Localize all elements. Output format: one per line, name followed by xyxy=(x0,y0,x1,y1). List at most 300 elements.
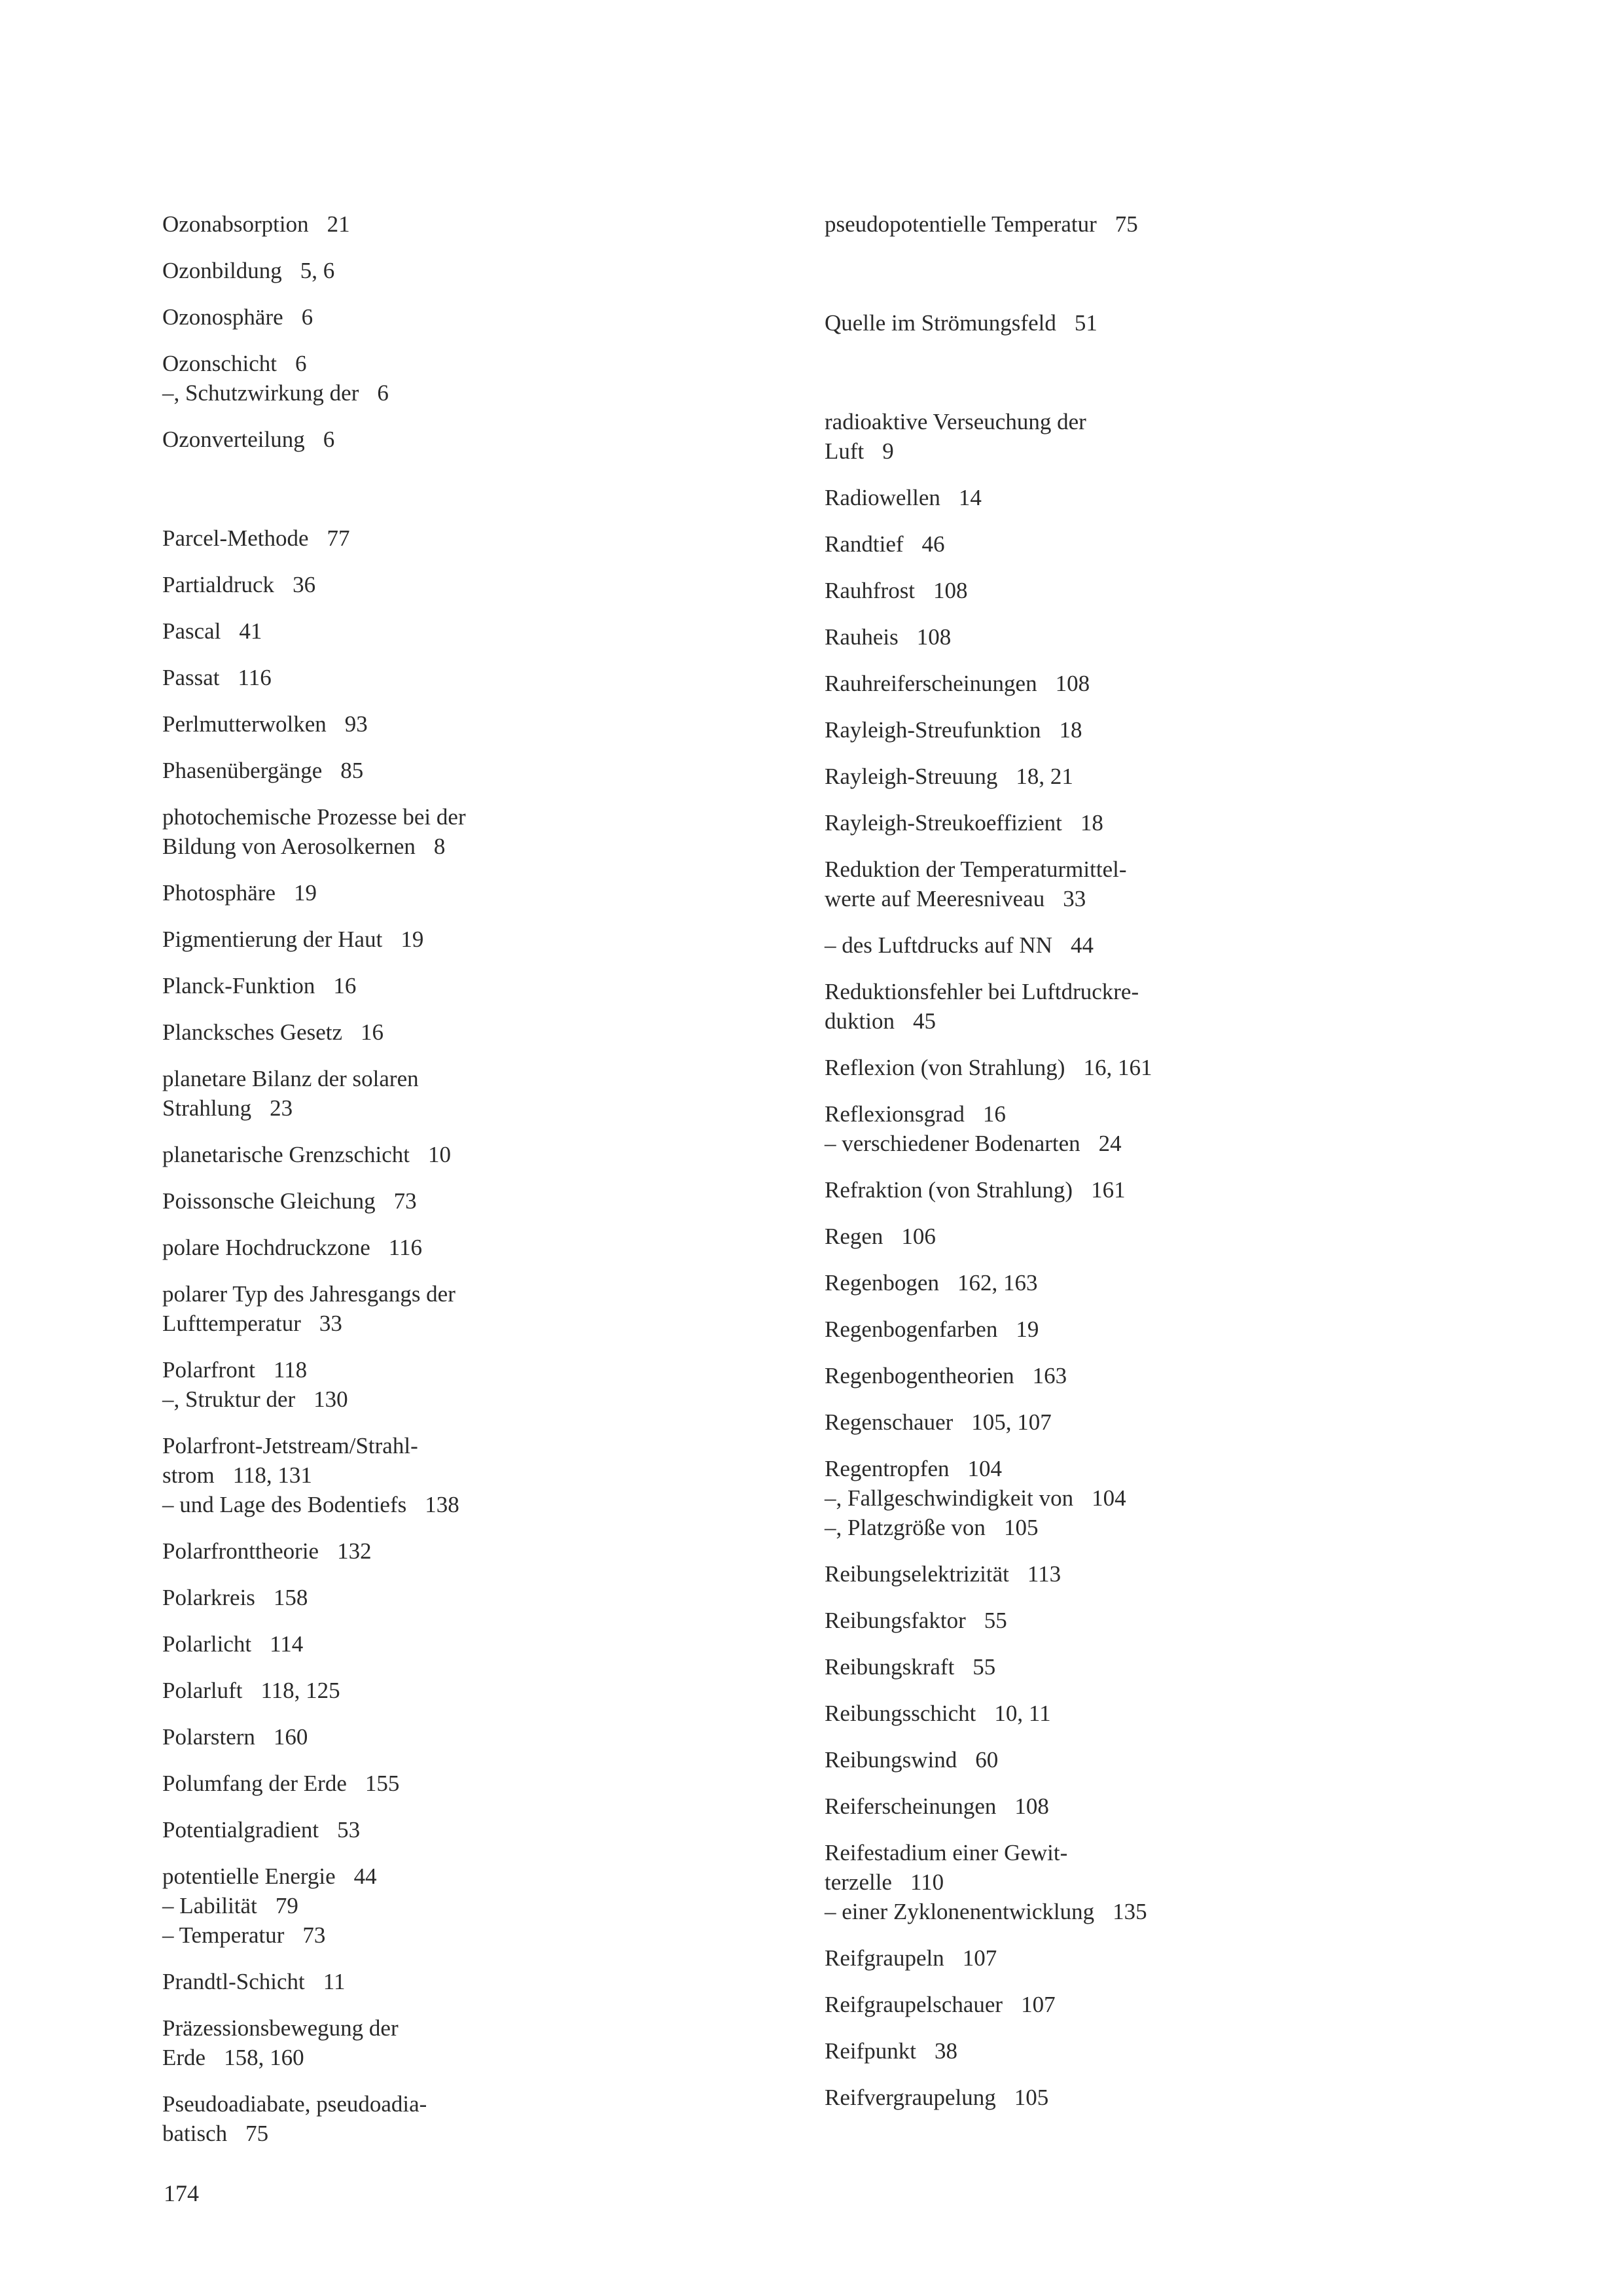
index-term: Pigmentierung der Haut xyxy=(162,927,383,952)
index-term: Pseudoadiabate, pseudoadia- xyxy=(162,2091,427,2117)
index-entry-line xyxy=(825,1699,1479,1728)
index-entry xyxy=(162,971,817,1000)
index-page-ref: 104 xyxy=(967,1456,1002,1481)
index-entry xyxy=(162,1536,817,1566)
index-entry-line xyxy=(162,2043,817,2072)
index-term: Polarfront-Jetstream/Strahl- xyxy=(162,1433,418,1458)
index-term: Ozonosphäre xyxy=(162,304,283,330)
index-entry-line xyxy=(825,2083,1479,2112)
index-entry xyxy=(825,2083,1479,2112)
index-entry-line xyxy=(825,884,1479,913)
index-entry xyxy=(825,930,1479,960)
index-entry-line xyxy=(162,209,817,239)
index-entry-line xyxy=(162,1815,817,1845)
index-page-ref: 53 xyxy=(337,1817,361,1843)
index-entry-line xyxy=(162,2089,817,2119)
index-entry xyxy=(162,2089,817,2148)
index-entry xyxy=(825,1053,1479,1082)
letter-group-gap xyxy=(825,355,1479,407)
index-page-ref: 6 xyxy=(323,427,335,452)
index-page-ref: 60 xyxy=(975,1747,999,1773)
index-term: Polumfang der Erde xyxy=(162,1771,347,1796)
index-entry-line xyxy=(825,1361,1479,1390)
index-entry-line xyxy=(162,616,817,646)
index-entry-line xyxy=(825,1454,1479,1483)
index-entry-line xyxy=(162,1017,817,1047)
index-term: pseudopotentielle Temperatur xyxy=(825,211,1097,237)
index-entry xyxy=(825,1990,1479,2019)
index-term: Polarluft xyxy=(162,1678,243,1703)
index-entry-line xyxy=(162,663,817,692)
index-entry xyxy=(162,1722,817,1752)
index-entry xyxy=(162,2013,817,2072)
index-entry-line xyxy=(162,1064,817,1093)
index-entry-line xyxy=(162,1093,817,1123)
index-term: Regen xyxy=(825,1224,883,1249)
index-entry-line xyxy=(162,378,817,408)
index-entry xyxy=(162,1279,817,1338)
index-term: Regenbogen xyxy=(825,1270,939,1296)
index-entry xyxy=(825,308,1479,338)
index-page-ref: 16 xyxy=(333,973,357,998)
index-page-ref: 104 xyxy=(1092,1485,1126,1511)
index-entry-line xyxy=(825,1053,1479,1082)
index-entry xyxy=(825,1606,1479,1635)
index-entry xyxy=(162,209,817,239)
index-term: werte auf Meeresniveau xyxy=(825,886,1045,911)
index-page-ref: 108 xyxy=(1014,1793,1049,1819)
index-term: Reiferscheinungen xyxy=(825,1793,997,1819)
index-term: –, Platzgröße von xyxy=(825,1515,986,1540)
index-page-ref: 51 xyxy=(1074,310,1097,336)
index-term: strom xyxy=(162,1462,215,1488)
index-entry-line xyxy=(162,1385,817,1414)
index-term: Reibungskraft xyxy=(825,1654,955,1680)
index-page-ref: 77 xyxy=(327,525,350,551)
index-term: Reifgraupeln xyxy=(825,1945,944,1971)
index-entry-line xyxy=(162,1536,817,1566)
index-entry-line xyxy=(825,2036,1479,2066)
index-entry-line xyxy=(825,1099,1479,1129)
index-page-ref: 9 xyxy=(882,438,894,464)
index-page-ref: 158 xyxy=(273,1585,308,1610)
index-page-ref: 8 xyxy=(433,834,446,859)
index-entry-line xyxy=(825,407,1479,436)
index-entry-line xyxy=(825,1745,1479,1775)
index-page-ref: 19 xyxy=(401,927,424,952)
index-page-ref: 93 xyxy=(344,711,368,737)
index-term: Reifgraupelschauer xyxy=(825,1992,1003,2017)
index-entry-line xyxy=(162,256,817,285)
index-entry xyxy=(162,302,817,332)
index-entry-line xyxy=(162,1140,817,1169)
index-page-ref: 73 xyxy=(393,1188,417,1214)
index-entry xyxy=(162,1186,817,1216)
index-page-ref: 24 xyxy=(1098,1131,1122,1156)
index-term: Plancksches Gesetz xyxy=(162,1019,343,1045)
index-entry-line xyxy=(825,1990,1479,2019)
index-term: polare Hochdruckzone xyxy=(162,1235,370,1260)
index-page-ref: 75 xyxy=(1115,211,1138,237)
index-entry xyxy=(825,407,1479,466)
index-page-ref: 132 xyxy=(337,1538,372,1564)
index-entry-line xyxy=(825,808,1479,838)
index-term: – Temperatur xyxy=(162,1922,285,1948)
index-entry-line xyxy=(825,622,1479,652)
index-term: Perlmutterwolken xyxy=(162,711,327,737)
index-page-ref: 55 xyxy=(972,1654,996,1680)
index-entry-line xyxy=(162,1967,817,1996)
index-entry-line xyxy=(162,756,817,785)
index-page-ref: 10, 11 xyxy=(994,1701,1051,1726)
index-term: Lufttemperatur xyxy=(162,1311,301,1336)
index-entry-line xyxy=(825,1867,1479,1897)
index-entry-line xyxy=(825,1606,1479,1635)
index-page-ref: 16 xyxy=(361,1019,384,1045)
index-page-ref: 41 xyxy=(239,618,262,644)
index-entry-line xyxy=(162,1862,817,1891)
index-entry-line xyxy=(162,1279,817,1309)
index-page-ref: 108 xyxy=(933,578,968,603)
index-entry xyxy=(825,808,1479,838)
index-page-ref: 158, 160 xyxy=(224,2045,304,2070)
index-entry-line xyxy=(162,878,817,908)
index-entry xyxy=(162,1676,817,1705)
index-term: Phasenübergänge xyxy=(162,758,323,783)
index-entry xyxy=(825,762,1479,791)
index-page-ref: 55 xyxy=(984,1608,1007,1633)
index-entry-line xyxy=(825,576,1479,605)
index-term: Polarfronttheorie xyxy=(162,1538,319,1564)
index-term: potentielle Energie xyxy=(162,1863,336,1889)
index-entry-line xyxy=(825,1943,1479,1973)
index-entry-line xyxy=(162,1309,817,1338)
index-entry-line xyxy=(162,1722,817,1752)
index-entry xyxy=(825,1792,1479,1821)
index-page-ref: 108 xyxy=(916,624,952,650)
index-term: Regentropfen xyxy=(825,1456,950,1481)
index-page-ref: 113 xyxy=(1027,1561,1061,1587)
index-page-ref: 130 xyxy=(313,1386,348,1412)
index-term: Potentialgradient xyxy=(162,1817,319,1843)
index-entry xyxy=(825,1454,1479,1542)
index-term: Regenschauer xyxy=(825,1409,954,1435)
index-page-ref: 79 xyxy=(275,1893,298,1918)
index-entry xyxy=(162,570,817,599)
index-entry xyxy=(825,529,1479,559)
index-page-ref: 38 xyxy=(934,2038,957,2064)
index-term: – einer Zyklonenentwicklung xyxy=(825,1899,1095,1924)
index-entry-line xyxy=(162,1490,817,1519)
index-term: Luft xyxy=(825,438,865,464)
index-page-ref: 18, 21 xyxy=(1016,764,1073,789)
index-term: – und Lage des Bodentiefs xyxy=(162,1492,407,1517)
index-term: planetarische Grenzschicht xyxy=(162,1142,410,1167)
index-page-ref: 116 xyxy=(388,1235,422,1260)
index-entry-line xyxy=(825,436,1479,466)
index-term: Parcel-Methode xyxy=(162,525,309,551)
index-term: radioaktive Verseuchung der xyxy=(825,409,1086,434)
index-term: Reflexionsgrad xyxy=(825,1101,965,1127)
index-entry-line xyxy=(162,1460,817,1490)
index-term: Regenbogenfarben xyxy=(825,1316,998,1342)
index-entry xyxy=(162,616,817,646)
index-page-ref: 33 xyxy=(1063,886,1086,911)
index-term: Passat xyxy=(162,665,220,690)
index-entry xyxy=(162,1140,817,1169)
index-entry xyxy=(162,925,817,954)
index-entry xyxy=(825,1559,1479,1589)
index-entry-line xyxy=(825,1175,1479,1205)
index-term: terzelle xyxy=(825,1869,892,1895)
index-entry xyxy=(825,715,1479,745)
index-entry xyxy=(825,1361,1479,1390)
index-entry-line xyxy=(825,762,1479,791)
index-page-ref: 19 xyxy=(294,880,317,906)
index-entry-line xyxy=(162,1431,817,1460)
index-term: Polarfront xyxy=(162,1357,255,1383)
index-entry-line xyxy=(825,209,1479,239)
index-term: Rayleigh-Streukoeffizient xyxy=(825,810,1062,836)
index-term: –, Struktur der xyxy=(162,1386,296,1412)
index-page-ref: 110 xyxy=(910,1869,944,1895)
index-entry-line xyxy=(825,1559,1479,1589)
index-entry xyxy=(162,1431,817,1519)
index-entry-line xyxy=(162,1355,817,1385)
index-term: Randtief xyxy=(825,531,904,557)
index-term: Erde xyxy=(162,2045,206,2070)
index-entry xyxy=(825,622,1479,652)
index-entry-line xyxy=(825,483,1479,512)
index-term: – des Luftdrucks auf NN xyxy=(825,932,1052,958)
index-page-ref: 161 xyxy=(1091,1177,1126,1203)
index-entry-line xyxy=(162,425,817,454)
index-term: Rauhreiferscheinungen xyxy=(825,671,1037,696)
index-term: Refraktion (von Strahlung) xyxy=(825,1177,1073,1203)
index-entry-line xyxy=(162,1629,817,1659)
index-page-ref: 162, 163 xyxy=(957,1270,1038,1296)
index-term: Radiowellen xyxy=(825,485,940,510)
index-page-ref: 23 xyxy=(270,1095,293,1121)
index-entry-line xyxy=(162,570,817,599)
index-entry xyxy=(825,1315,1479,1344)
index-term: Pascal xyxy=(162,618,221,644)
index-term: Reduktion der Temperaturmittel- xyxy=(825,857,1127,882)
index-entry xyxy=(825,209,1479,239)
index-entry-line xyxy=(162,1583,817,1612)
index-page-ref: 10 xyxy=(428,1142,452,1167)
index-term: Poissonsche Gleichung xyxy=(162,1188,376,1214)
index-page-ref: 135 xyxy=(1113,1899,1147,1924)
index-entry xyxy=(162,756,817,785)
index-entry xyxy=(162,709,817,739)
index-term: Photosphäre xyxy=(162,880,276,906)
index-term: Rauheis xyxy=(825,624,899,650)
index-page-ref: 85 xyxy=(340,758,364,783)
index-entry xyxy=(162,802,817,861)
index-entry xyxy=(162,1017,817,1047)
index-term: Reibungsschicht xyxy=(825,1701,976,1726)
index-term: batisch xyxy=(162,2121,228,2146)
index-entry xyxy=(825,855,1479,913)
index-page-ref: 155 xyxy=(365,1771,400,1796)
index-entry-line xyxy=(162,1186,817,1216)
index-term: Polarstern xyxy=(162,1724,255,1750)
index-entry xyxy=(162,1583,817,1612)
index-page-ref: 116 xyxy=(238,665,272,690)
index-term: planetare Bilanz der solaren xyxy=(162,1066,419,1091)
index-entry-line xyxy=(162,1676,817,1705)
index-page-ref: 21 xyxy=(327,211,350,237)
page-number: 174 xyxy=(164,2180,199,2206)
index-entry-line xyxy=(162,709,817,739)
index-entry xyxy=(162,1815,817,1845)
index-page-ref: 105 xyxy=(1003,1515,1039,1540)
index-page-ref: 18 xyxy=(1059,717,1082,743)
index-term: Reifestadium einer Gewit- xyxy=(825,1840,1068,1865)
index-page-ref: 16, 161 xyxy=(1083,1055,1152,1080)
index-entry-line xyxy=(825,1483,1479,1513)
index-entry xyxy=(825,1699,1479,1728)
index-page-ref: 107 xyxy=(1021,1992,1056,2017)
index-term: Reflexion (von Strahlung) xyxy=(825,1055,1065,1080)
index-page-ref: 44 xyxy=(353,1863,377,1889)
index-term: Reibungsfaktor xyxy=(825,1608,966,1633)
index-entry-line xyxy=(825,1222,1479,1251)
index-page-ref: 46 xyxy=(921,531,945,557)
index-page-ref: 16 xyxy=(982,1101,1006,1127)
index-term: Rayleigh-Streufunktion xyxy=(825,717,1041,743)
index-column-left xyxy=(162,209,817,2165)
index-page-ref: 19 xyxy=(1016,1316,1039,1342)
index-term: duktion xyxy=(825,1008,895,1034)
index-page-ref: 5, 6 xyxy=(300,258,335,283)
index-entry xyxy=(162,1355,817,1414)
index-entry-line xyxy=(162,832,817,861)
index-page-ref: 75 xyxy=(245,2121,269,2146)
index-entry-line xyxy=(162,2013,817,2043)
index-entry xyxy=(825,1745,1479,1775)
index-term: – Labilität xyxy=(162,1893,257,1918)
index-page-ref: 45 xyxy=(912,1008,936,1034)
index-entry-line xyxy=(825,1838,1479,1867)
index-page-ref: 11 xyxy=(323,1969,346,1994)
index-entry-line xyxy=(825,1513,1479,1542)
index-entry xyxy=(825,1099,1479,1158)
index-entry xyxy=(825,977,1479,1036)
index-term: Reduktionsfehler bei Luftdruckre- xyxy=(825,979,1139,1004)
index-entry xyxy=(162,1629,817,1659)
index-entry xyxy=(825,1175,1479,1205)
index-term: photochemische Prozesse bei der xyxy=(162,804,466,830)
index-page-ref: 118 xyxy=(273,1357,308,1383)
index-entry xyxy=(825,483,1479,512)
index-term: Präzessionsbewegung der xyxy=(162,2015,399,2041)
index-term: Polarlicht xyxy=(162,1631,252,1657)
index-entry-line xyxy=(162,1920,817,1950)
index-term: Reifvergraupelung xyxy=(825,2085,996,2110)
index-entry-line xyxy=(162,1891,817,1920)
index-entry xyxy=(825,1838,1479,1926)
index-entry-line xyxy=(825,1897,1479,1926)
index-page-ref: 73 xyxy=(302,1922,326,1948)
index-term: – verschiedener Bodenarten xyxy=(825,1131,1080,1156)
index-term: –, Fallgeschwindigkeit von xyxy=(825,1485,1074,1511)
index-entry-line xyxy=(162,2119,817,2148)
index-entry xyxy=(162,1769,817,1798)
index-entry xyxy=(162,1967,817,1996)
index-entry xyxy=(825,1222,1479,1251)
index-page-ref: 114 xyxy=(270,1631,304,1657)
index-entry xyxy=(825,576,1479,605)
index-entry xyxy=(825,669,1479,698)
index-page-ref: 6 xyxy=(301,304,313,330)
index-entry xyxy=(825,1268,1479,1298)
index-entry xyxy=(162,1862,817,1950)
index-entry-line xyxy=(825,669,1479,698)
index-term: Reibungswind xyxy=(825,1747,957,1773)
index-term: Rayleigh-Streuung xyxy=(825,764,998,789)
index-entry-line xyxy=(162,349,817,378)
index-entry xyxy=(825,1943,1479,1973)
index-term: Ozonverteilung xyxy=(162,427,305,452)
index-term: Regenbogentheorien xyxy=(825,1363,1014,1388)
index-page-ref: 36 xyxy=(293,572,316,597)
index-entry-line xyxy=(825,977,1479,1006)
index-page-ref: 106 xyxy=(901,1224,936,1249)
index-term: Ozonbildung xyxy=(162,258,282,283)
index-page-ref: 6 xyxy=(294,351,307,376)
index-entry xyxy=(162,1064,817,1123)
index-term: Partialdruck xyxy=(162,572,275,597)
index-entry xyxy=(162,425,817,454)
index-term: Bildung von Aerosolkernen xyxy=(162,834,416,859)
index-page-ref: 160 xyxy=(273,1724,308,1750)
index-page-ref: 105 xyxy=(1014,2085,1049,2110)
index-term: Reifpunkt xyxy=(825,2038,916,2064)
index-entry-line xyxy=(825,1792,1479,1821)
index-term: Planck-Funktion xyxy=(162,973,315,998)
index-entry-line xyxy=(162,971,817,1000)
index-entry-line xyxy=(825,715,1479,745)
index-entry xyxy=(162,1233,817,1262)
index-page-ref: 138 xyxy=(425,1492,459,1517)
index-page-ref: 14 xyxy=(958,485,982,510)
index-entry-line xyxy=(162,1769,817,1798)
index-page-ref: 163 xyxy=(1032,1363,1067,1388)
index-entry xyxy=(162,349,817,408)
index-entry xyxy=(825,1652,1479,1682)
index-entry-line xyxy=(162,1233,817,1262)
index-term: –, Schutzwirkung der xyxy=(162,380,359,406)
letter-group-gap xyxy=(162,471,817,523)
index-entry xyxy=(825,1407,1479,1437)
index-page-ref: 107 xyxy=(962,1945,997,1971)
index-column-right xyxy=(825,209,1479,2129)
index-entry-line xyxy=(162,523,817,553)
index-entry-line xyxy=(825,930,1479,960)
index-term: Ozonschicht xyxy=(162,351,277,376)
index-term: Quelle im Strömungsfeld xyxy=(825,310,1056,336)
index-entry-line xyxy=(162,925,817,954)
index-entry xyxy=(162,256,817,285)
index-entry-line xyxy=(162,302,817,332)
index-entry xyxy=(162,663,817,692)
index-entry-line xyxy=(825,1268,1479,1298)
index-term: polarer Typ des Jahresgangs der xyxy=(162,1281,455,1307)
index-entry-line xyxy=(825,1006,1479,1036)
index-entry-line xyxy=(162,802,817,832)
